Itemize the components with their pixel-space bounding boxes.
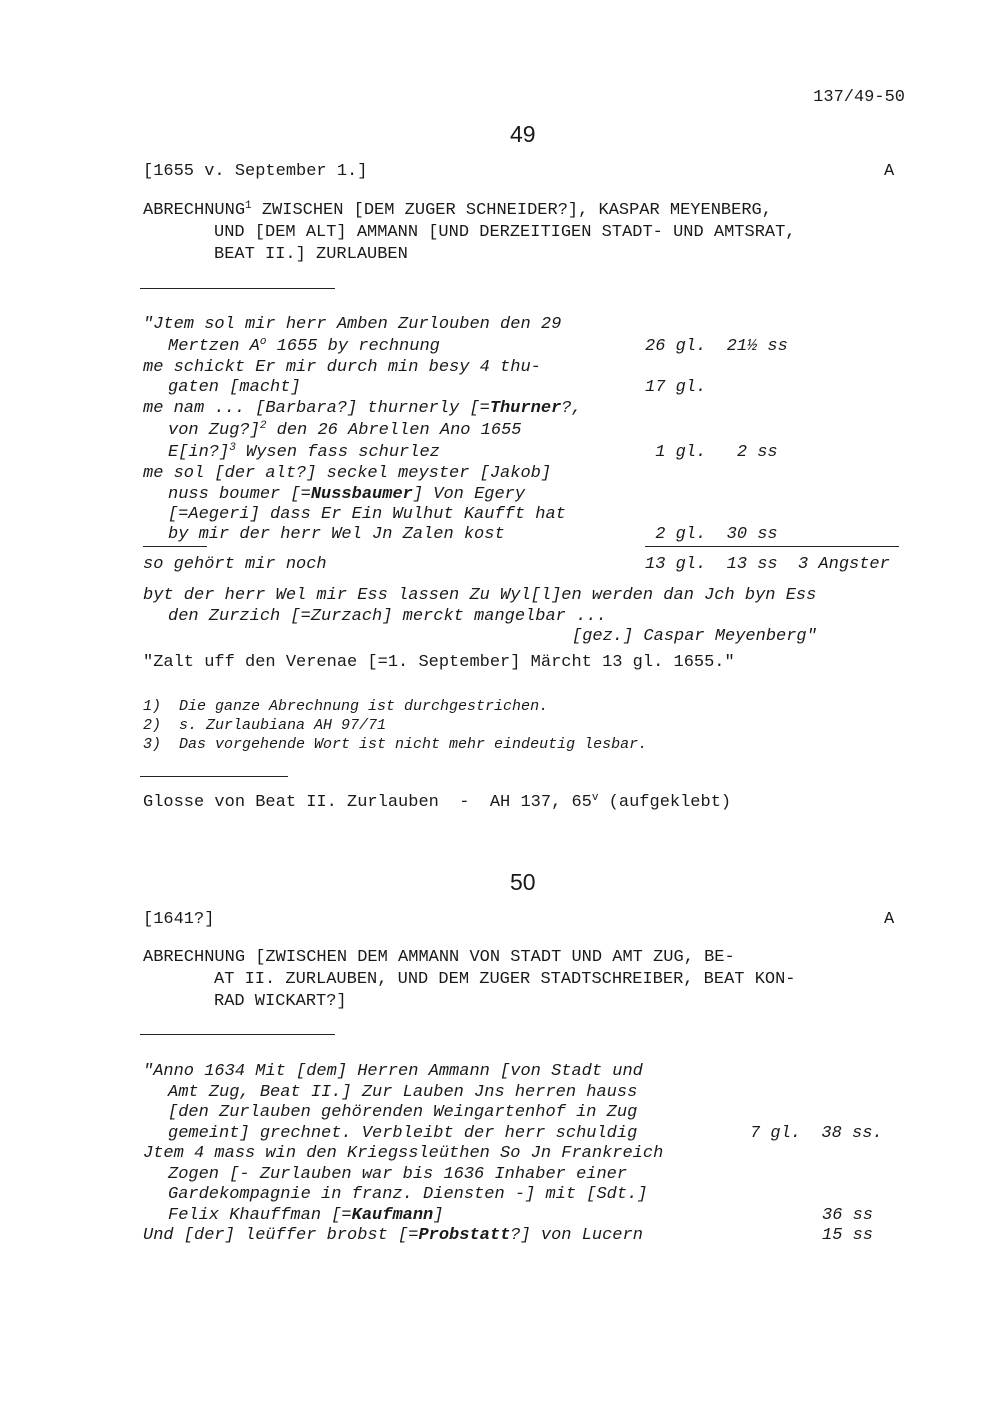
- account-entry-line: me nam ... [Barbara?] thurnerly [=Thurner?,: [143, 399, 582, 418]
- account-entry-line: nuss boumer [=Nussbaumer] Von Egery: [168, 485, 526, 504]
- title-divider: [140, 288, 335, 289]
- document-title-line: ABRECHNUNG$^1$ ZWISCHEN [DEM ZUGER SCHNEIDER?], KASPAR MEYENBERG,: [143, 200, 772, 220]
- account-entry-line: [den Zurlauben gehörenden Weingartenhof in Zug: [168, 1103, 638, 1122]
- document-date: [1655 v. September 1.]: [143, 162, 368, 181]
- entry-amount: 36 ss: [822, 1206, 874, 1225]
- account-entry-line: Und [der] leüffer brobst [=Probstatt?] von Lucern: [143, 1226, 643, 1245]
- document-title-line: AT II. ZURLAUBEN, UND DEM ZUGER STADTSCHREIBER, BEAT KON-: [214, 970, 796, 989]
- note-line: den Zurzich [=Zurzach] merckt mangelbar ...: [168, 607, 607, 626]
- document-mark: A: [884, 910, 895, 929]
- account-entry-line: [=Aegeri] dass Er Ein Wulhut Kaufft hat: [168, 505, 566, 524]
- entry-amount: 1 gl. 2 ss: [645, 443, 778, 462]
- account-entry-line: Mertzen $A^o$ 1655 by rechnung: [168, 336, 440, 356]
- account-entry-line: gaten [macht]: [168, 378, 301, 397]
- account-entry-line: Gardekompagnie in franz. Diensten -] mit [Sdt.]: [168, 1185, 648, 1204]
- sum-amount: 13 gl. 13 ss 3 Angster: [645, 555, 890, 574]
- sum-label: so gehört mir noch: [143, 555, 327, 574]
- account-entry-line: me sol [der alt?] seckel meyster [Jakob]: [143, 464, 552, 483]
- signature: [gez.] Caspar Meyenberg": [572, 627, 817, 646]
- entry-amount: 7 gl. 38 ss.: [750, 1124, 883, 1143]
- document-number-50: 50: [510, 869, 536, 895]
- document-title-line: UND [DEM ALT] AMMANN [UND DERZEITIGEN STADT- UND AMTSRAT,: [214, 223, 796, 242]
- entry-amount: 15 ss: [822, 1226, 874, 1245]
- gloss-divider: [140, 776, 288, 777]
- account-entry-line: "Jtem sol mir herr Amben Zurlouben den 29: [143, 315, 562, 334]
- footnote-1: 1) Die ganze Abrechnung ist durchgestrichen.: [143, 698, 549, 715]
- entry-amount: 17 gl.: [645, 378, 707, 397]
- document-title-line: RAD WICKART?]: [214, 992, 347, 1011]
- note-line: byt der herr Wel mir Ess lassen Zu Wyl[l]en werden dan Jch byn Ess: [143, 586, 817, 605]
- payment-note: "Zalt uff den Verenae [=1. September] Märcht 13 gl. 1655.": [143, 653, 735, 672]
- document-title-line: ABRECHNUNG [ZWISCHEN DEM AMMANN VON STADT UND AMT ZUG, BE-: [143, 948, 735, 967]
- footnote-2: 2) s. Zurlaubiana AH 97/71: [143, 717, 387, 734]
- account-entry-line: Zogen [- Zurlauben war bis 1636 Inhaber einer: [168, 1165, 628, 1184]
- account-entry-line: Amt Zug, Beat II.] Zur Lauben Jns herren hauss: [168, 1083, 638, 1102]
- title-divider: [140, 1034, 335, 1035]
- document-title-line: BEAT II.] ZURLAUBEN: [214, 245, 408, 264]
- account-entry-line: Jtem 4 mass win den Kriegssleüthen So Jn Frankreich: [143, 1144, 664, 1163]
- account-entry-line: Felix Khauffman [=Kaufmann]: [168, 1206, 444, 1225]
- entry-amount: 2 gl. 30 ss: [645, 525, 778, 544]
- page-reference: 137/49-50: [813, 88, 905, 107]
- account-entry-line: gemeint] grechnet. Verbleibt der herr schuldig: [168, 1124, 638, 1143]
- account-entry-line: E[in?]$^3$ Wysen fass schurlez: [168, 442, 440, 462]
- entry-amount: 26 gl. 21½ ss: [645, 337, 788, 356]
- account-entry-line: von Zug?]$^2$ den 26 Abrellen Ano 1655: [168, 420, 522, 440]
- document-date: [1641?]: [143, 910, 215, 929]
- sum-rule-left: [143, 546, 207, 547]
- document-number-49: 49: [510, 121, 536, 147]
- footnote-3: 3) Das vorgehende Wort ist nicht mehr eindeutig lesbar.: [143, 736, 648, 753]
- gloss-note: Glosse von Beat II. Zurlauben - AH 137, 65$^v$ (aufgeklebt): [143, 792, 732, 812]
- sum-rule-right: [645, 546, 899, 547]
- footnote-marker: 1: [245, 200, 252, 212]
- account-entry-line: "Anno 1634 Mit [dem] Herren Ammann [von Stadt und: [143, 1062, 643, 1081]
- document-mark: A: [884, 162, 895, 181]
- account-entry-line: by mir der herr Wel Jn Zalen kost: [168, 525, 505, 544]
- account-entry-line: me schickt Er mir durch min besy 4 thu-: [143, 358, 541, 377]
